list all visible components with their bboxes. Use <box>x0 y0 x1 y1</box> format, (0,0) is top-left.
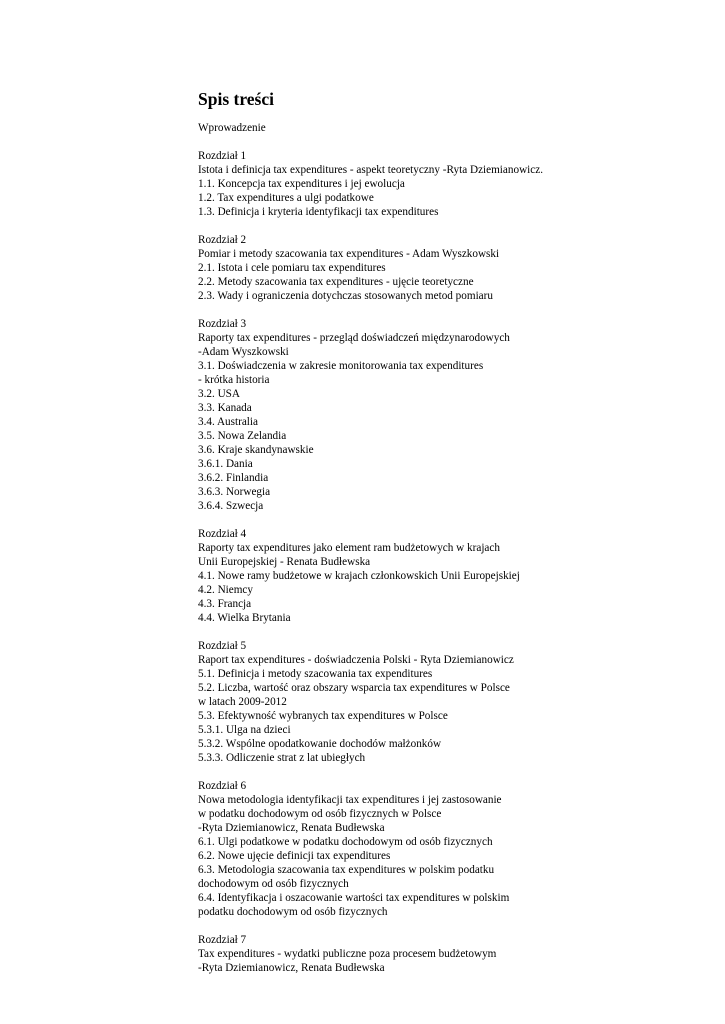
chapter-section <box>198 149 708 219</box>
chapter-heading: Rozdział 2 <box>198 234 247 246</box>
toc-entry: 6.3. Metodologia szacowania tax expenditures w polskim podatku <box>198 864 495 876</box>
chapter-section <box>198 317 708 513</box>
page-title: Spis treści <box>198 89 274 109</box>
toc-entry: 1.2. Tax expenditures a ulgi podatkowe <box>198 192 374 204</box>
chapter-section <box>198 639 708 765</box>
spacer <box>198 303 708 317</box>
chapter-list <box>198 149 708 975</box>
toc-entry: podatku dochodowym od osób fizycznych <box>198 906 388 918</box>
chapter-heading: Rozdział 7 <box>198 934 247 946</box>
toc-entry: Istota i definicja tax expenditures - aspekt teoretyczny -Ryta Dziemianowicz. <box>198 164 543 176</box>
spacer <box>198 625 708 639</box>
toc-entry: 1.1. Koncepcja tax expenditures i jej ewolucja <box>198 178 405 190</box>
toc-entry: 3.4. Australia <box>198 416 258 428</box>
toc-entry: 4.3. Francja <box>198 598 252 610</box>
toc-entry: Raport tax expenditures - doświadczenia Polski - Ryta Dziemianowicz <box>198 654 514 666</box>
toc-entry: 3.6.1. Dania <box>198 458 253 470</box>
spacer <box>198 919 708 933</box>
toc-entry: 6.4. Identyfikacja i oszacowanie wartości tax expenditures w polskim <box>198 892 510 904</box>
chapter-heading: Rozdział 5 <box>198 640 247 652</box>
toc-entry: 3.6.4. Szwecja <box>198 500 264 512</box>
toc-entry: 3.3. Kanada <box>198 402 252 414</box>
toc-entry: 5.3. Efektywność wybranych tax expenditures w Polsce <box>198 710 448 722</box>
toc-entry: Tax expenditures - wydatki publiczne poza procesem budżetowym <box>198 948 497 960</box>
toc-entry: 2.3. Wady i ograniczenia dotychczas stosowanych metod pomiaru <box>198 290 493 302</box>
toc-entry: 5.1. Definicja i metody szacowania tax expenditures <box>198 668 433 680</box>
toc-entry: 2.1. Istota i cele pomiaru tax expenditures <box>198 262 386 274</box>
toc-entry: Raporty tax expenditures - przegląd doświadczeń międzynarodowych <box>198 332 510 344</box>
toc-entry: Pomiar i metody szacowania tax expenditures - Adam Wyszkowski <box>198 248 500 260</box>
intro-entry: Wprowadzenie <box>198 122 266 134</box>
chapter-heading: Rozdział 3 <box>198 318 247 330</box>
chapter-section <box>198 527 708 625</box>
toc-entry: Raporty tax expenditures jako element ram budżetowych w krajach <box>198 542 500 554</box>
spacer <box>198 219 708 233</box>
toc-entry: 4.2. Niemcy <box>198 584 253 596</box>
toc-entry: 3.1. Doświadczenia w zakresie monitorowania tax expenditures <box>198 360 484 372</box>
toc-entry: 3.6. Kraje skandynawskie <box>198 444 314 456</box>
toc-entry: Nowa metodologia identyfikacji tax expenditures i jej zastosowanie <box>198 794 502 806</box>
spacer <box>198 135 708 149</box>
toc-entry: 2.2. Metody szacowania tax expenditures - ujęcie teoretyczne <box>198 276 474 288</box>
chapter-heading: Rozdział 1 <box>198 150 247 162</box>
toc-entry: 3.2. USA <box>198 388 240 400</box>
toc-entry: 6.1. Ulgi podatkowe w podatku dochodowym od osób fizycznych <box>198 836 493 848</box>
toc-entry: -Ryta Dziemianowicz, Renata Budłewska <box>198 822 385 834</box>
toc-entry: 4.4. Wielka Brytania <box>198 612 291 624</box>
toc-entry: 5.3.3. Odliczenie strat z lat ubiegłych <box>198 752 366 764</box>
spacer <box>198 513 708 527</box>
toc-entry: - krótka historia <box>198 374 270 386</box>
chapter-heading: Rozdział 4 <box>198 528 247 540</box>
spacer <box>198 765 708 779</box>
chapter-section <box>198 233 708 303</box>
toc-entry: 3.6.2. Finlandia <box>198 472 269 484</box>
toc-entry: dochodowym od osób fizycznych <box>198 878 349 890</box>
toc-entry: -Ryta Dziemianowicz, Renata Budłewska <box>198 962 385 974</box>
chapter-section <box>198 933 708 975</box>
toc-entry: Unii Europejskiej - Renata Budłewska <box>198 556 371 568</box>
toc-entry: 3.6.3. Norwegia <box>198 486 271 498</box>
table-of-contents <box>198 88 708 975</box>
chapter-section <box>198 779 708 919</box>
toc-entry: 3.5. Nowa Zelandia <box>198 430 287 442</box>
chapter-heading: Rozdział 6 <box>198 780 247 792</box>
toc-entry: 4.1. Nowe ramy budżetowe w krajach członkowskich Unii Europejskiej <box>198 570 520 582</box>
toc-entry: w latach 2009-2012 <box>198 696 287 708</box>
toc-entry: 5.2. Liczba, wartość oraz obszary wsparcia tax expenditures w Polsce <box>198 682 510 694</box>
toc-entry: 5.3.1. Ulga na dzieci <box>198 724 291 736</box>
toc-entry: 1.3. Definicja i kryteria identyfikacji tax expenditures <box>198 206 439 218</box>
toc-entry: 5.3.2. Wspólne opodatkowanie dochodów małżonków <box>198 738 442 750</box>
toc-entry: 6.2. Nowe ujęcie definicji tax expenditures <box>198 850 391 862</box>
toc-entry: w podatku dochodowym od osób fizycznych w Polsce <box>198 808 442 820</box>
toc-entry: -Adam Wyszkowski <box>198 346 289 358</box>
